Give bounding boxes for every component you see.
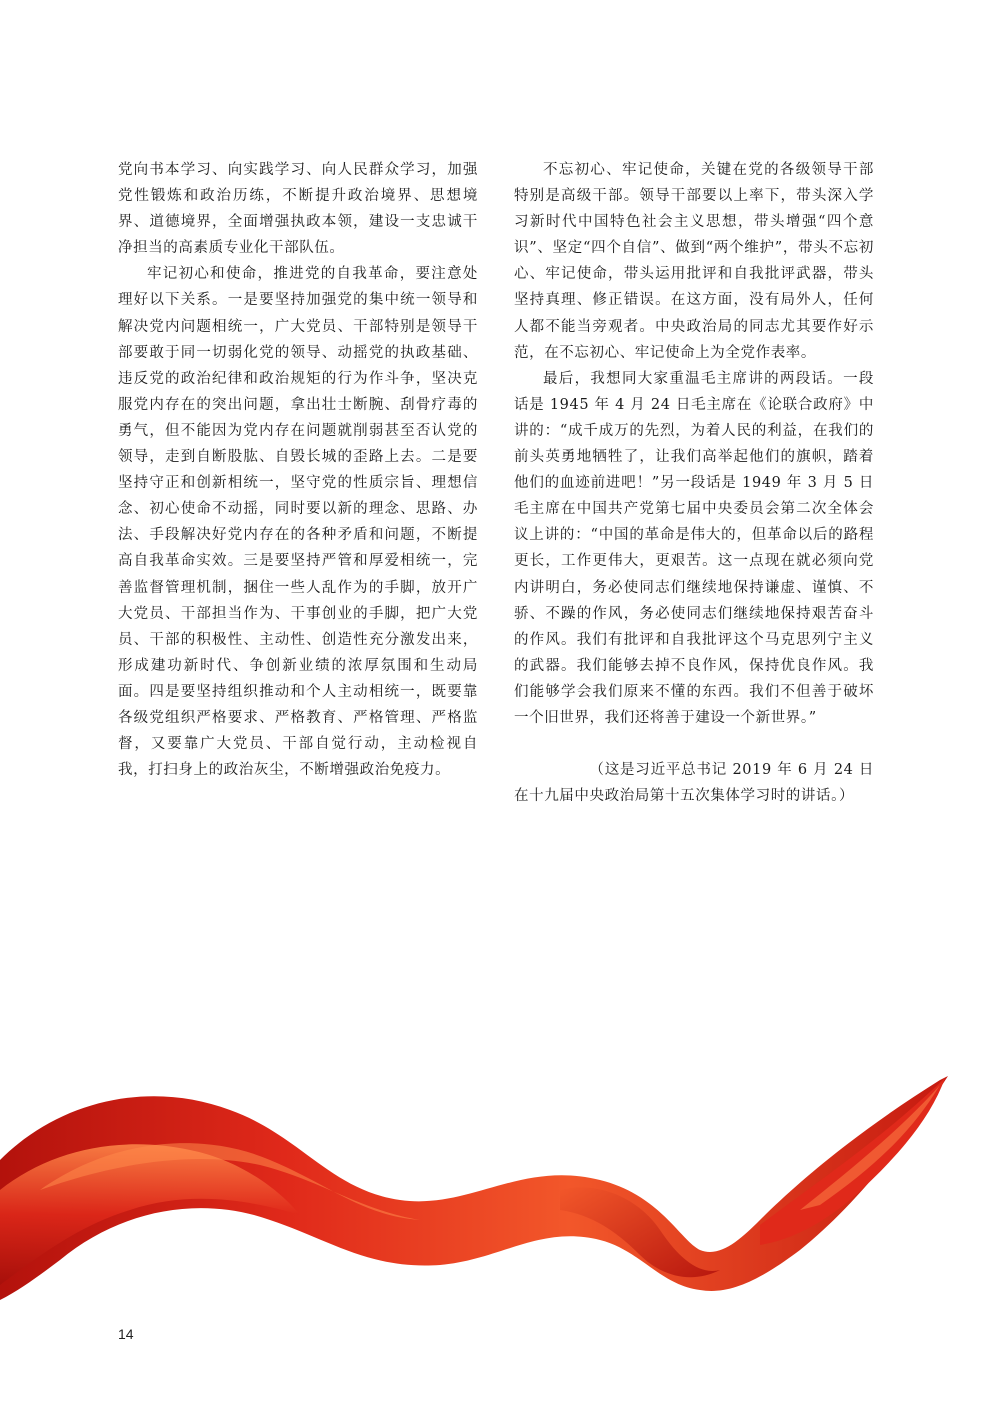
body-paragraph: 牢记初心和使命，推进党的自我革命，要注意处理好以下关系。一是要坚持加强党的集中统一领导和解决党内问题相统一，广大党员、干部特别是领导干部要敢于同一切弱化党的领导、动摇党的执政基础、违反党的政治纪律和政治规矩的行为作斗争，坚决克服党内存在的突出问题，拿出壮士断腕、刮骨疗毒的勇气，但不能因为党内存在问题就削弱甚至否认党的领导，走到自断股肱、自毁长城的歪路上去。二是要坚持守正和创新相统一，坚守党的性质宗旨、理想信念、初心使命不动摇，同时要以新的理念、思路、办法、手段解决好党内存在的各种矛盾和问题，不断提高自我革命实效。三是要坚持严管和厚爱相统一，完善监督管理机制，捆住一些人乱作为的手脚，放开广大党员、干部担当作为、干事创业的手脚，把广大党员、干部的积极性、主动性、创造性充分激发出来，形成建功新时代、争创新业绩的浓厚氛围和生动局面。四是要坚持组织推动和个人主动相统一，既要靠各级党组织严格要求、严格教育、严格管理、严格监督，又要靠广大党员、干部自觉行动，主动检视自我，打扫身上的政治灰尘，不断增强政治免疫力。: [118, 266, 478, 779]
right-column: [514, 157, 874, 809]
page-number: 14: [118, 1326, 134, 1342]
left-column: [118, 157, 478, 783]
red-ribbon-decoration: [0, 1040, 992, 1340]
source-note: （这是习近平总书记 2019 年 6 月 24 日在十九届中央政治局第十五次集体学习时的讲话。）: [514, 762, 874, 805]
body-paragraph: 不忘初心、牢记使命，关键在党的各级领导干部特别是高级干部。领导干部要以上率下，带头深入学习新时代中国特色社会主义思想，带头增强“四个意识”、坚定“四个自信”、做到“两个维护”，带头不忘初心、牢记使命，带头运用批评和自我批评武器，带头坚持真理、修正错误。在这方面，没有局外人，任何人都不能当旁观者。中央政治局的同志尤其要作好示范，在不忘初心、牢记使命上为全党作表率。: [514, 162, 874, 361]
body-paragraph: 最后，我想同大家重温毛主席讲的两段话。一段话是 1945 年 4 月 24 日毛主席在《论联合政府》中讲的：“成千成万的先烈，为着人民的利益，在我们的前头英勇地牺牲了，让我们高举起他们的旗帜，踏着他们的血迹前进吧！”另一段话是 1949 年 3 月 5 日毛主席在中国共产党第七届中央委员会第二次全体会议上讲的：“中国的革命是伟大的，但革命以后的路程更长，工作更伟大，更艰苦。这一点现在就必须向党内讲明白，务必使同志们继续地保持谦虚、谨慎、不骄、不躁的作风，务必使同志们继续地保持艰苦奋斗的作风。我们有批评和自我批评这个马克思列宁主义的武器。我们能够去掉不良作风，保持优良作风。我们能够学会我们原来不懂的东西。我们不但善于破坏一个旧世界，我们还将善于建设一个新世界。”: [514, 370, 874, 726]
body-paragraph: 党向书本学习、向实践学习、向人民群众学习，加强党性锻炼和政治历练，不断提升政治境界、思想境界、道德境界，全面增强执政本领，建设一支忠诚干净担当的高素质专业化干部队伍。: [118, 162, 478, 257]
